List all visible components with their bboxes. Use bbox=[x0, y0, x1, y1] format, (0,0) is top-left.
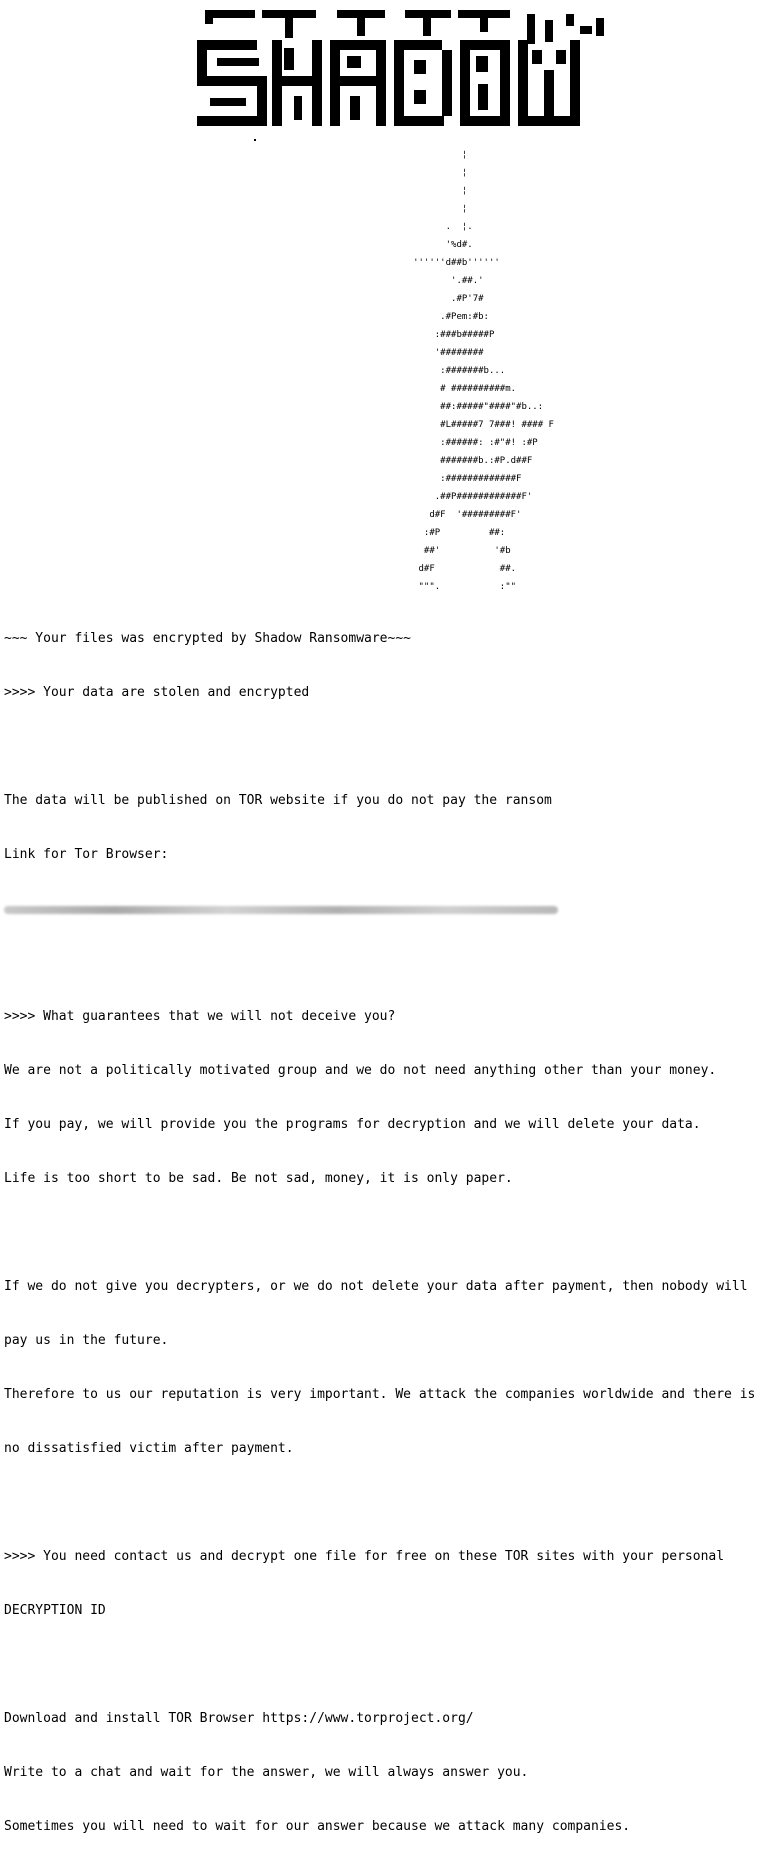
redaction-smear bbox=[4, 906, 558, 914]
spacer bbox=[4, 1656, 776, 1674]
guarantees-line-1: We are not a politically motivated group and we do not need anything other than your money. bbox=[4, 1063, 717, 1078]
trust-line-1: If we do not give you decrypters, or we do not delete your data after payment, then nobody will bbox=[4, 1279, 748, 1294]
ransom-note bbox=[4, 594, 776, 1854]
chat-line: Write to a chat and wait for the answer, we will always answer you. bbox=[4, 1765, 529, 1780]
spacer bbox=[4, 738, 776, 756]
shadow-logo-banner bbox=[0, 0, 780, 145]
ascii-figure: ¦ ¦ ¦ ¦ . ¦. '%d#. ''''''d##b'''''' '.##.' .#P'7# .#Pem:#b: :###b#####P '######## :#######b... # ##########m. ##:#####"####"#b..: #L#####7 7###! #### F :######: :#"#! :#P #######b.:#P.d##F :#############F .##P############F' d#F '#########F' :#P ##: ##' '#b d#F ##. """. :"" bbox=[413, 150, 554, 592]
guarantees-line-3: Life is too short to be sad. Be not sad, money, it is only paper. bbox=[4, 1171, 513, 1186]
spacer bbox=[4, 954, 776, 972]
trust-line-3: Therefore to us our reputation is very important. We attack the companies worldwide and there is bbox=[4, 1387, 756, 1402]
guarantees-line-2: If you pay, we will provide you the programs for decryption and we will delete your data. bbox=[4, 1117, 701, 1132]
note-header: ~~~ Your files was encrypted by Shadow Ransomware~~~ bbox=[4, 631, 411, 646]
guarantees-title: >>>> What guarantees that we will not deceive you? bbox=[4, 1009, 396, 1024]
contact-line-2: DECRYPTION ID bbox=[4, 1603, 106, 1618]
download-line: Download and install TOR Browser https://www.torproject.org/ bbox=[4, 1711, 474, 1726]
redacted-tor-link bbox=[4, 900, 776, 918]
contact-line-1: >>>> You need contact us and decrypt one file for free on these TOR sites with your personal bbox=[4, 1549, 725, 1564]
note-stolen: >>>> Your data are stolen and encrypted bbox=[4, 685, 310, 700]
note-published: The data will be published on TOR website if you do not pay the ransom bbox=[4, 793, 552, 808]
trust-line-2: pay us in the future. bbox=[4, 1333, 169, 1348]
spacer bbox=[4, 1494, 776, 1512]
tor-link-label: Link for Tor Browser: bbox=[4, 847, 169, 862]
spacer bbox=[4, 1224, 776, 1242]
wait-line: Sometimes you will need to wait for our answer because we attack many companies. bbox=[4, 1819, 631, 1834]
trust-line-4: no dissatisfied victim after payment. bbox=[4, 1441, 294, 1456]
